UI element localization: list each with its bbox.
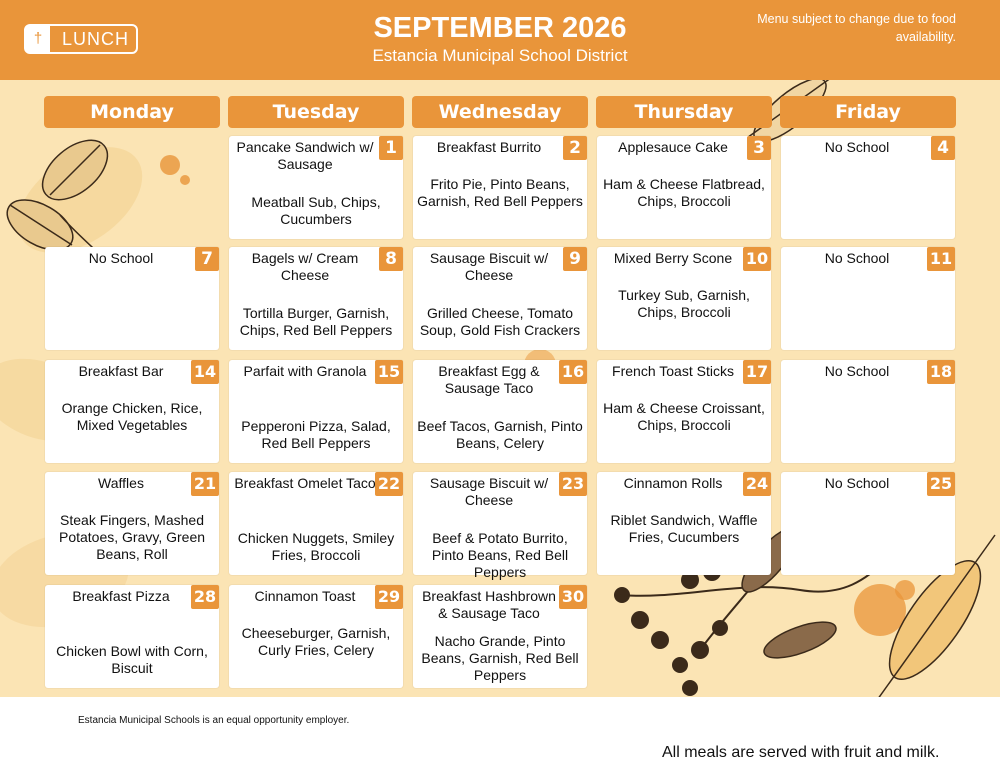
lunch-item: Chicken Nuggets, Smiley Fries, Broccoli bbox=[237, 530, 395, 563]
day-cell bbox=[597, 136, 771, 239]
lunch-item: Nacho Grande, Pinto Beans, Garnish, Red Bell Peppers bbox=[421, 633, 579, 683]
breakfast-item: Bagels w/ Cream Cheese bbox=[251, 250, 359, 283]
lunch-item: Orange Chicken, Rice, Mixed Vegetables bbox=[61, 400, 203, 433]
employer-statement: Estancia Municipal Schools is an equal opportunity employer. bbox=[78, 715, 350, 726]
breakfast-item: No School bbox=[824, 363, 890, 379]
day-cell bbox=[781, 360, 955, 463]
day-cell bbox=[45, 472, 219, 575]
date-number: 18 bbox=[927, 360, 955, 384]
breakfast-item: Breakfast Hashbrown & Sausage Taco bbox=[422, 588, 556, 621]
date-number: 14 bbox=[191, 360, 219, 384]
lunch-item: Pepperoni Pizza, Salad, Red Bell Peppers bbox=[241, 418, 391, 451]
meals-note: All meals are served with fruit and milk. bbox=[662, 744, 940, 761]
day-cell bbox=[413, 585, 587, 688]
date-number: 28 bbox=[191, 585, 219, 609]
berries-icon bbox=[614, 563, 728, 696]
lunch-item: Tortilla Burger, Garnish, Chips, Red Bell Peppers bbox=[239, 305, 393, 338]
day-header-friday: Friday bbox=[780, 96, 956, 128]
page-title: SEPTEMBER 2026 bbox=[373, 12, 627, 44]
date-number: 17 bbox=[743, 360, 771, 384]
day-cell bbox=[413, 136, 587, 239]
breakfast-item: No School bbox=[88, 250, 154, 266]
breakfast-item: Cinnamon Rolls bbox=[623, 475, 723, 491]
day-cell bbox=[413, 360, 587, 463]
date-number: 21 bbox=[191, 472, 219, 496]
lunch-item: Chicken Bowl with Corn, Biscuit bbox=[56, 643, 208, 676]
day-cell bbox=[413, 247, 587, 350]
date-number: 15 bbox=[375, 360, 403, 384]
day-cell bbox=[229, 247, 403, 350]
lunch-item: Riblet Sandwich, Waffle Fries, Cucumbers bbox=[610, 512, 758, 545]
breakfast-item: Cinnamon Toast bbox=[254, 588, 356, 604]
lunch-item: Turkey Sub, Garnish, Chips, Broccoli bbox=[618, 287, 750, 320]
breakfast-item: No School bbox=[824, 475, 890, 491]
district-name: Estancia Municipal School District bbox=[372, 46, 628, 65]
date-number: 9 bbox=[563, 247, 587, 271]
breakfast-item: Breakfast Pizza bbox=[72, 588, 170, 604]
calendar-area bbox=[0, 80, 1000, 697]
lunch-item: Beef Tacos, Garnish, Pinto Beans, Celery bbox=[417, 418, 583, 451]
breakfast-item: Breakfast Egg & Sausage Taco bbox=[438, 363, 540, 396]
date-number: 30 bbox=[559, 585, 587, 609]
breakfast-item: Parfait with Granola bbox=[243, 363, 367, 379]
day-cell bbox=[229, 585, 403, 688]
day-header-wednesday: Wednesday bbox=[412, 96, 588, 128]
lunch-item: Frito Pie, Pinto Beans, Garnish, Red Bell Peppers bbox=[417, 176, 583, 209]
day-cell bbox=[597, 360, 771, 463]
header-banner bbox=[0, 0, 1000, 80]
day-cell bbox=[45, 247, 219, 350]
breakfast-item: Applesauce Cake bbox=[618, 139, 728, 155]
breakfast-item: Pancake Sandwich w/ Sausage bbox=[236, 139, 374, 172]
day-cell bbox=[229, 472, 403, 575]
breakfast-item: French Toast Sticks bbox=[612, 363, 734, 379]
day-cell bbox=[45, 360, 219, 463]
date-number: 4 bbox=[931, 136, 955, 160]
day-cell bbox=[781, 247, 955, 350]
date-number: 7 bbox=[195, 247, 219, 271]
date-number: 24 bbox=[743, 472, 771, 496]
date-number: 11 bbox=[927, 247, 955, 271]
menu-notice: Menu subject to change due to food availability. bbox=[757, 12, 956, 44]
day-cell bbox=[597, 247, 771, 350]
lunch-item: Meatball Sub, Chips, Cucumbers bbox=[251, 194, 381, 227]
date-number: 25 bbox=[927, 472, 955, 496]
lunch-item: Steak Fingers, Mashed Potatoes, Gravy, Green Beans, Roll bbox=[58, 512, 206, 562]
day-cell bbox=[781, 136, 955, 239]
day-cell bbox=[45, 585, 219, 688]
day-header-thursday: Thursday bbox=[596, 96, 772, 128]
lunch-item: Grilled Cheese, Tomato Soup, Gold Fish Crackers bbox=[419, 305, 581, 338]
breakfast-item: Breakfast Burrito bbox=[436, 139, 542, 155]
date-number: 2 bbox=[563, 136, 587, 160]
day-cell bbox=[413, 472, 587, 580]
lunch-badge bbox=[24, 24, 138, 54]
date-number: 8 bbox=[379, 247, 403, 271]
day-header-tuesday: Tuesday bbox=[228, 96, 404, 128]
date-number: 16 bbox=[559, 360, 587, 384]
date-number: 3 bbox=[747, 136, 771, 160]
day-cell bbox=[229, 136, 403, 239]
breakfast-item: Breakfast Bar bbox=[78, 363, 164, 379]
breakfast-item: Sausage Biscuit w/ Cheese bbox=[429, 475, 549, 508]
lunch-item: Cheeseburger, Garnish, Curly Fries, Celery bbox=[241, 625, 391, 658]
date-number: 1 bbox=[379, 136, 403, 160]
breakfast-item: Breakfast Omelet Taco bbox=[234, 475, 376, 491]
lunch-item: Ham & Cheese Flatbread, Chips, Broccoli bbox=[603, 176, 765, 209]
lunch-item: Beef & Potato Burrito, Pinto Beans, Red Bell Peppers bbox=[431, 530, 569, 580]
fork-icon: † bbox=[26, 26, 50, 52]
day-cell bbox=[229, 360, 403, 463]
date-number: 10 bbox=[743, 247, 771, 271]
day-header-monday: Monday bbox=[44, 96, 220, 128]
lunch-item: Ham & Cheese Croissant, Chips, Broccoli bbox=[603, 400, 765, 433]
breakfast-item: Waffles bbox=[98, 475, 144, 491]
breakfast-item: Sausage Biscuit w/ Cheese bbox=[429, 250, 549, 283]
date-number: 29 bbox=[375, 585, 403, 609]
breakfast-item: No School bbox=[824, 250, 890, 266]
day-cell bbox=[597, 472, 771, 575]
lunch-badge-label: LUNCH bbox=[62, 29, 130, 49]
date-number: 22 bbox=[375, 472, 403, 496]
date-number: 23 bbox=[559, 472, 587, 496]
breakfast-item: Mixed Berry Scone bbox=[613, 250, 733, 266]
breakfast-item: No School bbox=[824, 139, 890, 155]
day-cell bbox=[781, 472, 955, 575]
